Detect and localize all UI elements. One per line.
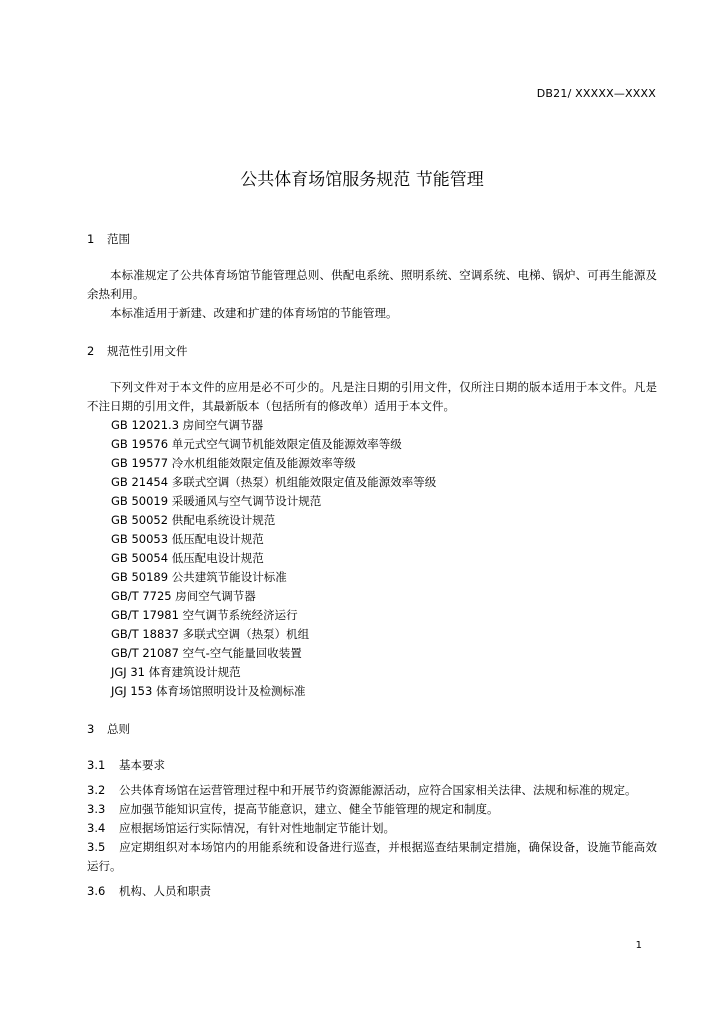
reference-item: GB 50053 低压配电设计规范 bbox=[111, 532, 264, 546]
clause-text: 公共体育场馆在运营管理过程中和开展节约资源能源活动，应符合国家相关法律、法规和标准的规定。 bbox=[119, 783, 637, 797]
reference-item: GB 21454 多联式空调（热泵）机组能效限定值及能源效率等级 bbox=[111, 475, 437, 489]
clause-3-5 bbox=[87, 838, 657, 876]
clause-number: 3.5 bbox=[87, 840, 106, 854]
section-title: 总则 bbox=[107, 722, 130, 736]
reference-item: JGJ 31 体育建筑设计规范 bbox=[111, 665, 241, 679]
clause-3-2 bbox=[87, 781, 657, 800]
clause-3-3 bbox=[87, 800, 657, 819]
section-number: 2 bbox=[87, 344, 95, 358]
reference-item: GB 50052 供配电系统设计规范 bbox=[111, 513, 276, 527]
reference-item: JGJ 153 体育场馆照明设计及检测标准 bbox=[111, 684, 306, 698]
reference-list bbox=[87, 416, 657, 701]
section-number: 1 bbox=[87, 232, 95, 246]
section-heading-general bbox=[87, 720, 657, 739]
scope-paragraph: 本标准规定了公共体育场馆节能管理总则、供配电系统、照明系统、空调系统、电梯、锅炉、可再生能源及余热利用。 bbox=[87, 268, 657, 301]
clause-number: 3.2 bbox=[87, 783, 106, 797]
document-code: DB21/ XXXXX—XXXX bbox=[536, 87, 656, 100]
page-number: 1 bbox=[635, 940, 642, 951]
clause-text: 应加强节能知识宣传，提高节能意识，建立、健全节能管理的规定和制度。 bbox=[119, 802, 499, 816]
clause-text: 应定期组织对本场馆内的用能系统和设备进行巡查，并根据巡查结果制定措施，确保设备，设施节能高效运行。 bbox=[87, 840, 657, 873]
scope-paragraph: 本标准适用于新建、改建和扩建的体育场馆的节能管理。 bbox=[110, 306, 398, 320]
normative-intro: 下列文件对于本文件的应用是必不可少的。凡是注日期的引用文件，仅所注日期的版本适用于本文件。凡是不注日期的引用文件，其最新版本（包括所有的修改单）适用于本文件。 bbox=[87, 380, 657, 413]
reference-item: GB/T 7725 房间空气调节器 bbox=[111, 589, 256, 603]
reference-item: GB 19576 单元式空气调节机能效限定值及能源效率等级 bbox=[111, 437, 402, 451]
reference-item: GB 12021.3 房间空气调节器 bbox=[111, 418, 264, 432]
clause-number: 3.6 bbox=[87, 884, 106, 898]
clause-3-1-heading bbox=[87, 756, 657, 775]
reference-item: GB/T 18837 多联式空调（热泵）机组 bbox=[111, 627, 310, 641]
reference-item: GB/T 17981 空气调节系统经济运行 bbox=[111, 608, 298, 622]
clause-title: 基本要求 bbox=[119, 758, 165, 772]
document-title: 公共体育场馆服务规范 节能管理 bbox=[240, 170, 484, 190]
clause-title: 机构、人员和职责 bbox=[119, 884, 211, 898]
clause-3-4 bbox=[87, 819, 657, 838]
clause-number: 3.1 bbox=[87, 758, 106, 772]
reference-item: GB 50019 采暖通风与空气调节设计规范 bbox=[111, 494, 322, 508]
reference-item: GB/T 21087 空气-空气能量回收装置 bbox=[111, 646, 302, 660]
clause-text: 应根据场馆运行实际情况，有针对性地制定节能计划。 bbox=[119, 821, 395, 835]
clause-number: 3.3 bbox=[87, 802, 106, 816]
section-title: 范围 bbox=[107, 232, 130, 246]
section-title: 规范性引用文件 bbox=[107, 344, 188, 358]
section-heading-normative bbox=[87, 342, 657, 361]
clause-3-6-heading bbox=[87, 882, 657, 901]
section-heading-scope bbox=[87, 230, 657, 249]
clause-number: 3.4 bbox=[87, 821, 106, 835]
reference-item: GB 50054 低压配电设计规范 bbox=[111, 551, 264, 565]
section-number: 3 bbox=[87, 722, 95, 736]
reference-item: GB 50189 公共建筑节能设计标准 bbox=[111, 570, 287, 584]
document-body bbox=[87, 230, 657, 901]
reference-item: GB 19577 冷水机组能效限定值及能源效率等级 bbox=[111, 456, 356, 470]
